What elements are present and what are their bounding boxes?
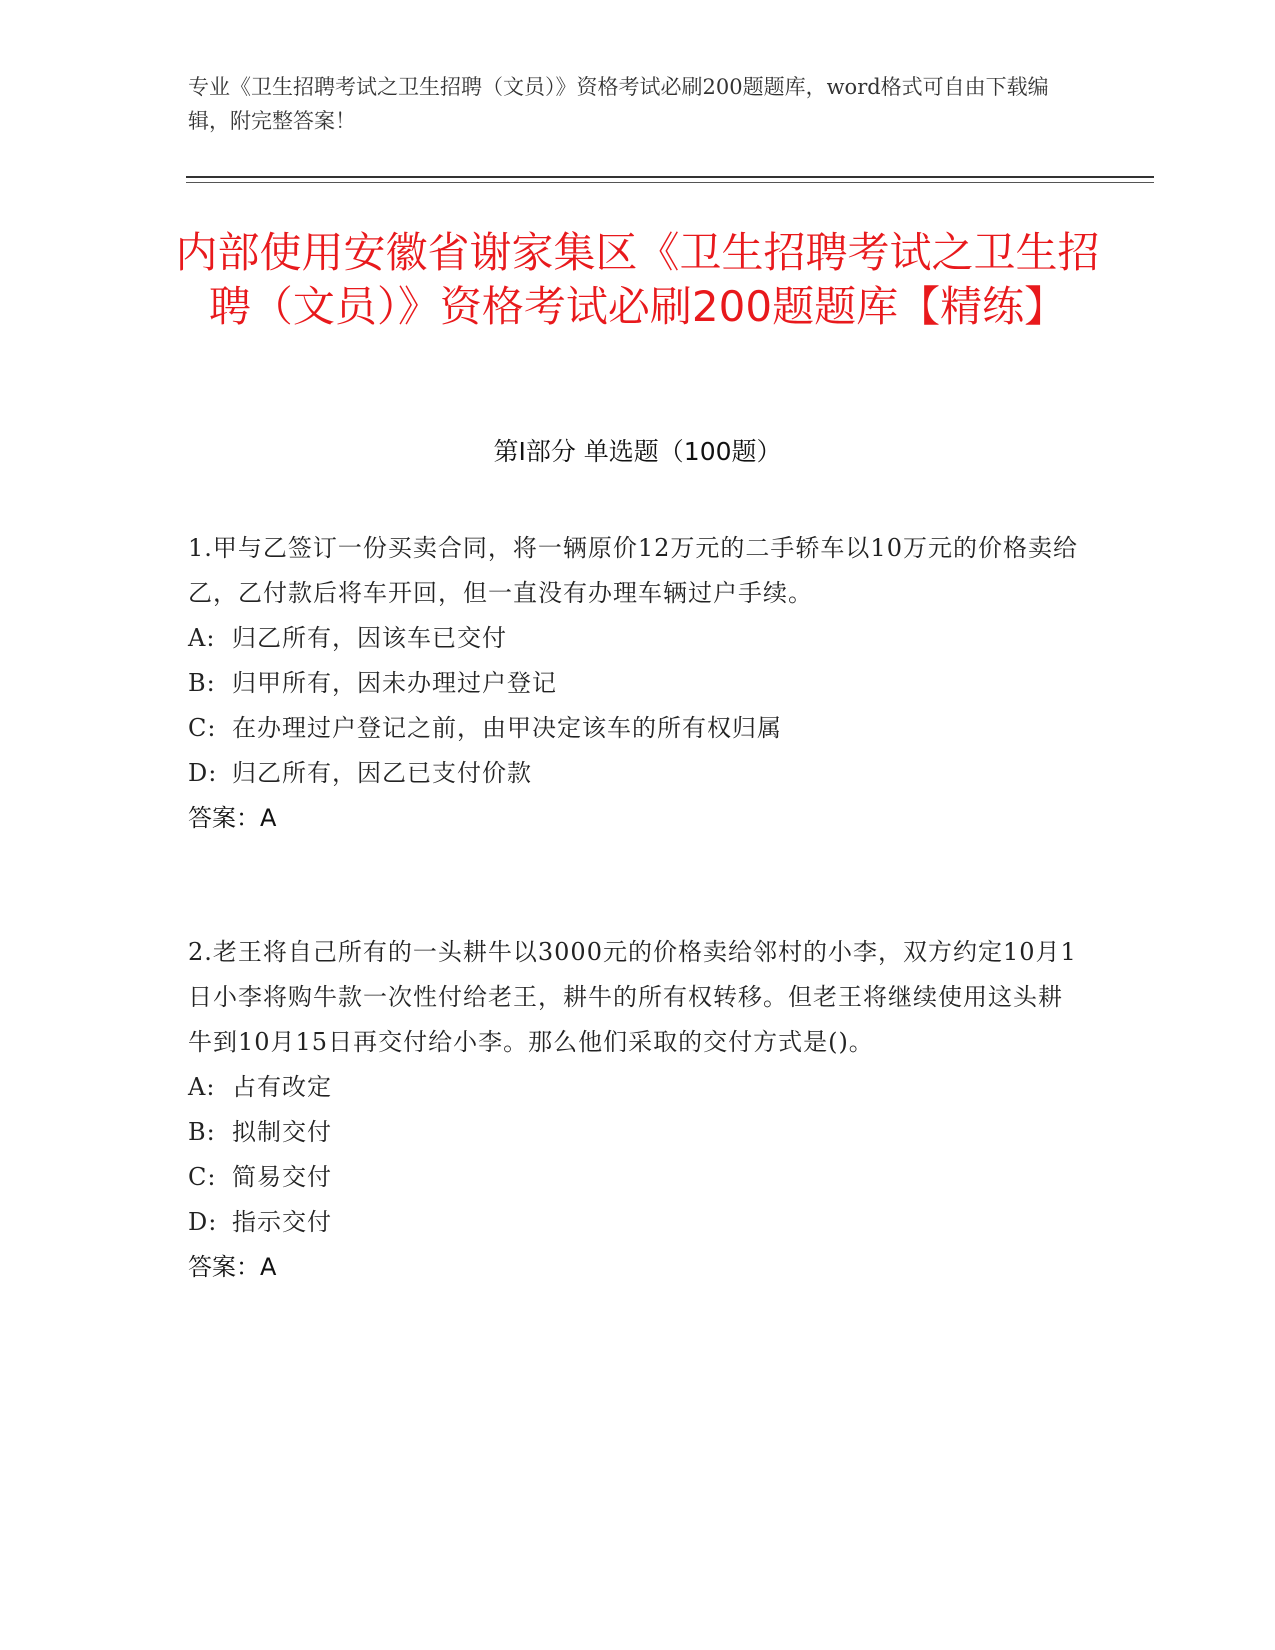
option-c <box>188 706 1078 751</box>
option-a <box>188 616 1078 661</box>
header-divider-thin <box>186 182 1154 183</box>
option-text: 归乙所有，因该车已交付 <box>232 624 507 652</box>
option-key: A: <box>188 624 216 652</box>
option-text: 指示交付 <box>232 1208 332 1236</box>
option-key: B: <box>188 669 216 697</box>
header-divider-thick <box>186 176 1154 178</box>
option-text: 在办理过户登记之前，由甲决定该车的所有权归属 <box>232 714 782 742</box>
option-d <box>188 1200 1078 1245</box>
question-stem: 2.老王将自己所有的一头耕牛以3000元的价格卖给邻村的小李，双方约定10月1日小李将购牛款一次性付给老王，耕牛的所有权转移。但老王将继续使用这头耕牛到10月15日再交付给小李。那么他们采取的交付方式是()。 <box>188 938 1077 1056</box>
option-key: C: <box>188 1163 217 1191</box>
document-title: 内部使用安徽省谢家集区《卫生招聘考试之卫生招聘（文员）》资格考试必刷200题题库【精练】 <box>175 228 1100 331</box>
answer: 答案：A <box>188 804 277 832</box>
option-b <box>188 1110 1078 1155</box>
option-text: 归乙所有，因乙已支付价款 <box>232 759 532 787</box>
option-text: 占有改定 <box>232 1073 332 1101</box>
option-key: A: <box>188 1073 216 1101</box>
answer: 答案：A <box>188 1253 277 1281</box>
option-key: B: <box>188 1118 216 1146</box>
option-key: D: <box>188 759 218 787</box>
section-title: 第I部分 单选题（100题） <box>493 437 782 466</box>
option-key: D: <box>188 1208 218 1236</box>
question-stem: 1.甲与乙签订一份买卖合同，将一辆原价12万元的二手轿车以10万元的价格卖给乙，乙付款后将车开回，但一直没有办理车辆过户手续。 <box>188 534 1078 607</box>
option-text: 归甲所有，因未办理过户登记 <box>232 669 557 697</box>
header-note: 专业《卫生招聘考试之卫生招聘（文员）》资格考试必刷200题题库，word格式可自由下载编辑，附完整答案！ <box>188 75 1049 133</box>
option-d <box>188 751 1078 796</box>
option-text: 简易交付 <box>232 1163 332 1191</box>
option-text: 拟制交付 <box>232 1118 332 1146</box>
question-2 <box>188 930 1078 1290</box>
option-c <box>188 1155 1078 1200</box>
option-a <box>188 1065 1078 1110</box>
question-1 <box>188 526 1078 841</box>
option-key: C: <box>188 714 217 742</box>
option-b <box>188 661 1078 706</box>
